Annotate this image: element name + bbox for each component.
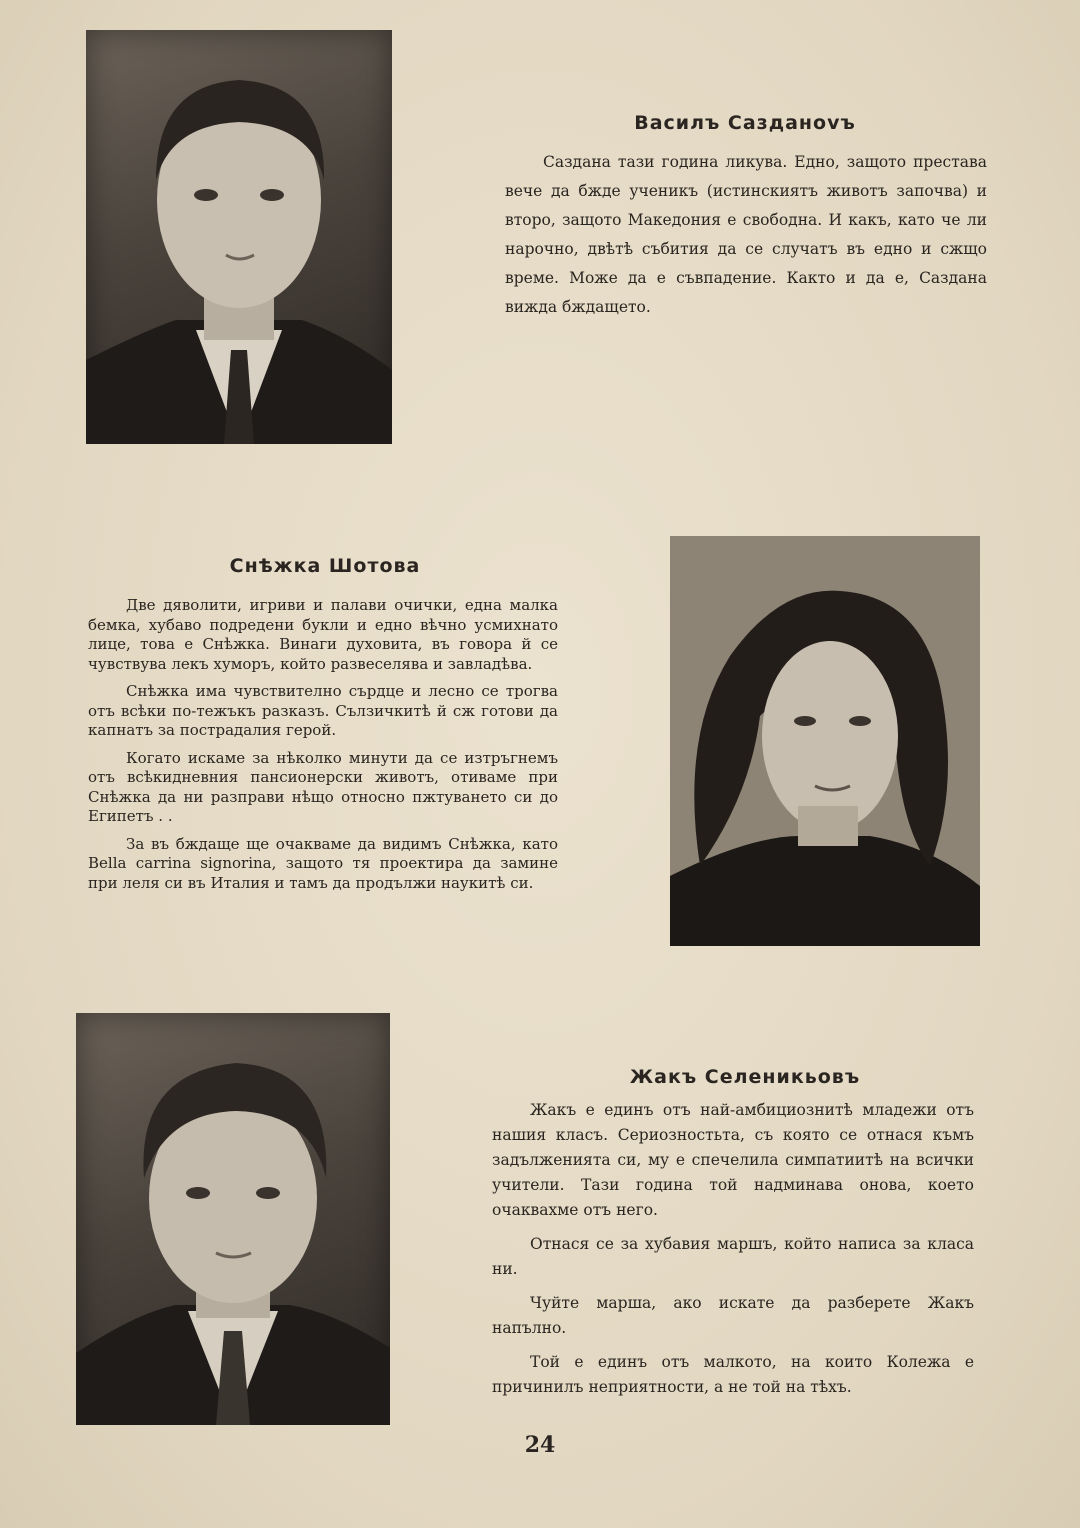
profile-name-2: Снѣжка Шотова (229, 555, 421, 577)
page-number: 24 (524, 1432, 556, 1458)
paragraph: Две дяволити, игриви и палави очички, една малка бемка, хубаво подредени букли и едно вѣчно усмихнато лице, това е Снѣжка. Винаги духовита, въ говора й се чувствува лекъ хуморъ, който развеселява и завладѣва. (88, 596, 558, 673)
portrait-photo-3 (76, 1013, 390, 1425)
profile-name-3: Жакъ Селеникьовъ (629, 1066, 861, 1088)
profile-text-1 (505, 148, 987, 322)
paragraph: Чуйте марша, ако искате да разберете Жакъ напълно. (492, 1294, 974, 1337)
profile-name-1: Василъ Сазданovъ (634, 112, 856, 134)
profile-text-2 (88, 596, 558, 901)
paragraph: Жакъ е единъ отъ най-амбициознитѣ младежи отъ нашия класъ. Сериозностьта, съ която се отнася къмъ задълженията си, му е спечелила симпатиитѣ на всички учители. Тази година той надминава онова, което очаквахме отъ него. (492, 1101, 974, 1219)
portrait-photo-2 (670, 536, 980, 946)
paragraph: Снѣжка има чувствително сърдце и лесно се трогва отъ всѣки по-тежъкъ разказъ. Сълзичкитѣ й сж готови да капнатъ за пострадалия герой. (88, 682, 558, 739)
paragraph: Саздана тази година ликува. Едно, защото престава вече да бжде ученикъ (истинскиятъ животъ започва) и второ, защото Македония е свободна. И какъ, като че ли нарочно, двѣтѣ събития да се случатъ въ едно и сжщо време. Може да е съвпадение. Както и да е, Саздана вижда бждащето. (505, 153, 987, 316)
portrait-photo-1 (86, 30, 392, 444)
portrait-figure-2 (670, 536, 980, 946)
paragraph: Той е единъ отъ малкото, на които Колежа е причинилъ неприятности, а не той на тѣхъ. (492, 1353, 974, 1396)
paragraph: За въ бждаще ще очакваме да видимъ Снѣжка, като Bella carrina signorina, защото тя проектира да замине при леля си въ Италия и тамъ да продължи наукитѣ си. (88, 834, 558, 892)
portrait-figure-3 (76, 1013, 390, 1425)
paragraph: Отнася се за хубавия маршъ, който написа за класа ни. (492, 1235, 974, 1278)
portrait-figure-1 (86, 30, 392, 444)
profile-text-3 (492, 1098, 974, 1409)
paragraph: Когато искаме за нѣколко минути да се изтръгнемъ отъ всѣкидневния пансионерски животъ, отиваме при Снѣжка да ни разправи нѣщо относно пжтуването си до Египетъ . . (88, 748, 558, 825)
